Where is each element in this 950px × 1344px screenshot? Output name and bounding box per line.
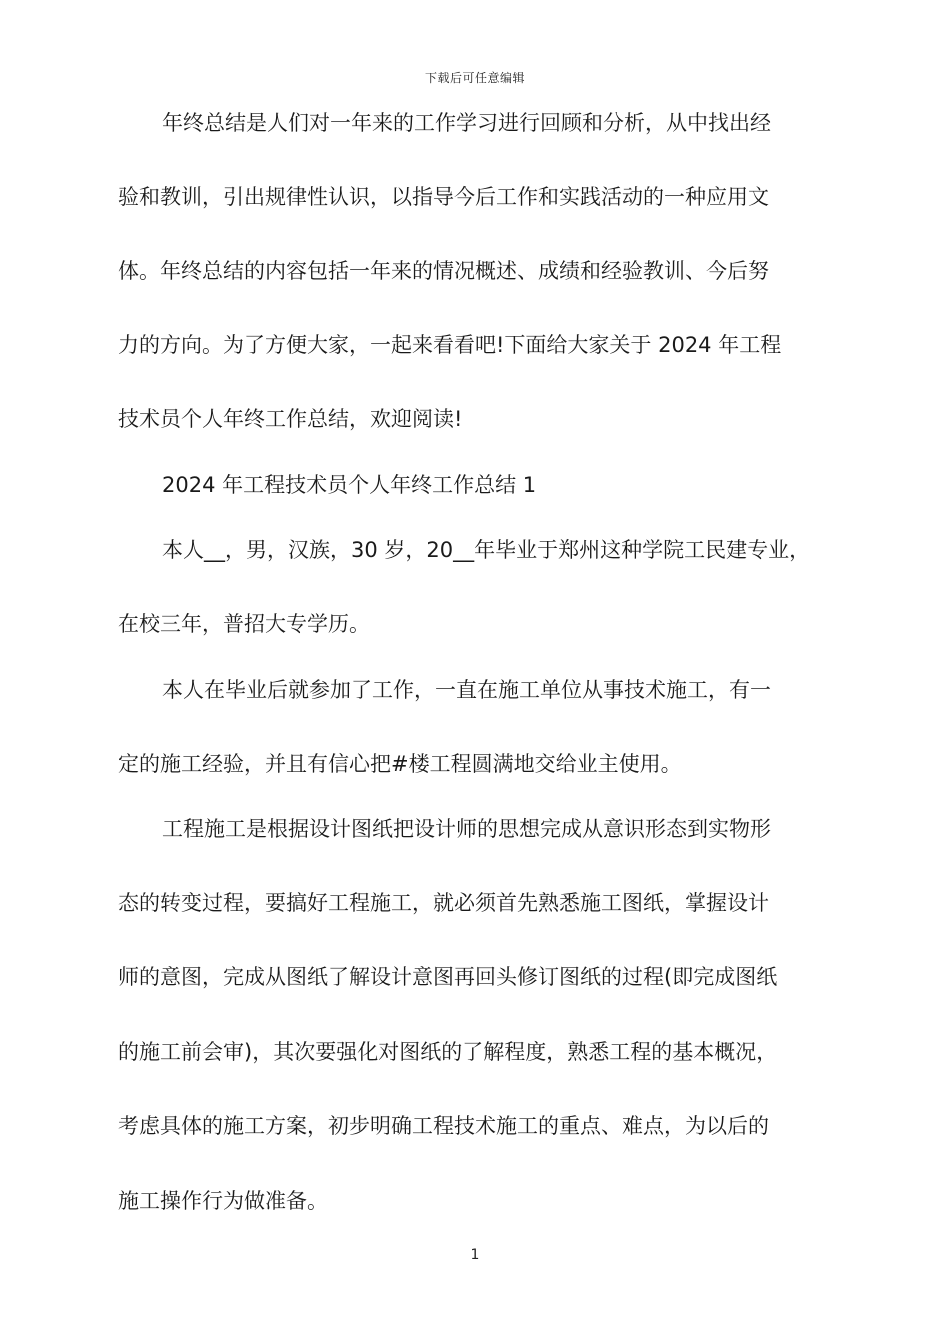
page-number: 1 [470,1247,480,1263]
paragraph-line: 师的意图，完成从图纸了解设计意图再回头修订图纸的过程(即完成图纸 [118,965,778,989]
paragraph-line: 本人__，男，汉族，30 岁，20__年毕业于郑州这种学院工民建专业， [162,538,811,562]
paragraph-line: 施工操作行为做准备。 [118,1189,328,1213]
paragraph-line: 力的方向。为了方便大家，一起来看看吧!下面给大家关于 2024 年工程 [118,333,782,357]
header-note: 下载后可任意编辑 [424,71,525,85]
paragraph-line: 体。年终总结的内容包括一年来的情况概述、成绩和经验教训、今后努 [118,259,769,283]
paragraph-line: 在校三年，普招大专学历。 [118,612,370,636]
paragraph-line: 的施工前会审)，其次要强化对图纸的了解程度，熟悉工程的基本概况， [118,1040,778,1064]
paragraph-line: 技术员个人年终工作总结，欢迎阅读! [118,407,463,431]
paragraph-line: 验和教训，引出规律性认识，以指导今后工作和实践活动的一种应用文 [118,185,769,209]
paragraph-line: 态的转变过程，要搞好工程施工，就必须首先熟悉施工图纸，掌握设计 [118,891,769,915]
paragraph-line: 工程施工是根据设计图纸把设计师的思想完成从意识形态到实物形 [162,817,771,841]
section-title: 2024 年工程技术员个人年终工作总结 1 [162,473,537,497]
paragraph-line: 年终总结是人们对一年来的工作学习进行回顾和分析，从中找出经 [162,111,771,135]
paragraph-line: 定的施工经验，并且有信心把#楼工程圆满地交给业主使用。 [118,752,682,776]
paragraph-line: 本人在毕业后就参加了工作，一直在施工单位从事技术施工，有一 [162,678,771,702]
paragraph-line: 考虑具体的施工方案，初步明确工程技术施工的重点、难点，为以后的 [118,1114,769,1138]
